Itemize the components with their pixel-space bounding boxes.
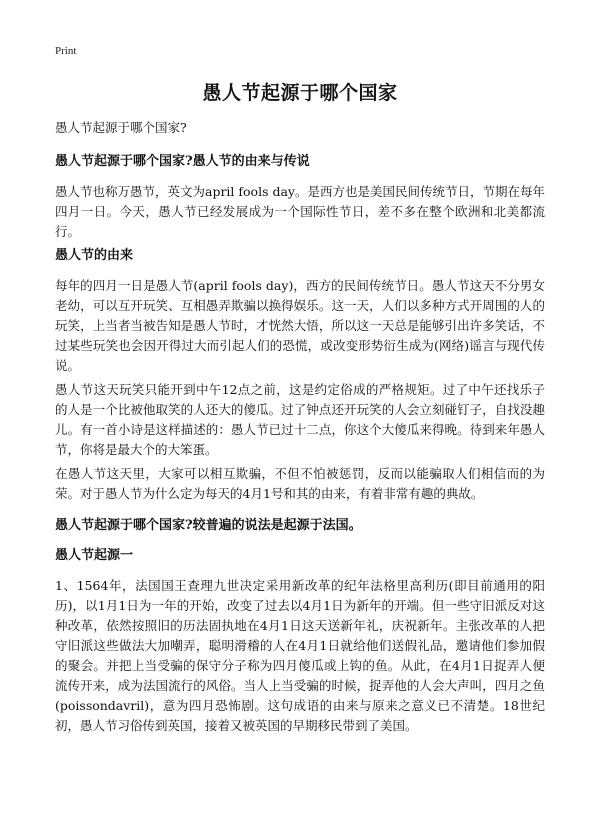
paragraph: 愚人节这天玩笑只能开到中午12点之前，这是约定俗成的严格规矩。过了中午还找乐子的人是一个比被他取笑的人还大的傻瓜。过了钟点还开玩笑的人会立刻碰钉子，自找没趣儿。有一首小诗是这样描述的：愚人节已过十二点，你这个大傻瓜来得晚。待到来年愚人节，你将是最大个的大笨蛋。	[55, 382, 545, 457]
paragraph: 每年的四月一日是愚人节(april fools day)，西方的民间传统节日。愚人节这天不分男女老幼，可以互开玩笑、互相愚弄欺骗以换得娱乐。这一天，人们以多种方式开周围的人的玩笑，上当者当被告知是愚人节时，才恍然大悟，所以这一天总是能够引出许多笑话，不过某些玩笑也会因开得过大而引起人们的恐慌，或改变形势衍生成为(网络)谣言与现代传说。	[55, 278, 545, 373]
section-heading: 愚人节起源一	[55, 548, 134, 563]
paragraph: 1、1564年，法国国王查理九世决定采用新改革的纪年法格里高利历(即目前通用的阳历)，以1月1日为一年的开始，改变了过去以4月1日为新年的开端。但一些守旧派反对这种改革，依然按照旧的历法固执地在4月1日这天送新年礼，庆祝新年。主张改革的人把守旧派这些做法大加嘲弄，聪明滑稽的人在4月1日就给他们送假礼品，邀请他们参加假的聚会。并把上当受骗的保守分子称为四月傻瓜或上钩的鱼。从此，在4月1日捉弄人便流传开来，成为法国流行的风俗。当人上当受骗的时候，捉弄他的人会大声叫，四月之鱼(poissondavril)，意为四月恐怖剧。这句成语的由来与原来之意义已不清楚。18世纪初，愚人节习俗传到英国，接着又被英国的早期移民带到了美国。	[55, 578, 545, 733]
paragraph: 在愚人节这天里，大家可以相互欺骗，不但不怕被惩罚，反而以能骗取人们相信而的为荣。对于愚人节为什么定为每天的4月1号和其的由来，有着非常有趣的典故。	[55, 466, 545, 501]
paragraph: 愚人节也称万愚节，英文为april fools day。是西方也是美国民间传统节日，节期在每年四月一日。今天，愚人节已经发展成为一个国际性节日，差不多在整个欧洲和北美都流行。	[55, 184, 545, 239]
section-heading: 愚人节的由来	[55, 248, 134, 263]
print-label: Print	[55, 45, 77, 57]
section-heading: 愚人节起源于哪个国家?愚人节的由来与传说	[55, 154, 310, 169]
page-title: 愚人节起源于哪个国家	[202, 82, 398, 104]
intro-question: 愚人节起源于哪个国家?	[55, 120, 187, 135]
section-heading: 愚人节起源于哪个国家?较普遍的说法是起源于法国。	[55, 518, 362, 533]
